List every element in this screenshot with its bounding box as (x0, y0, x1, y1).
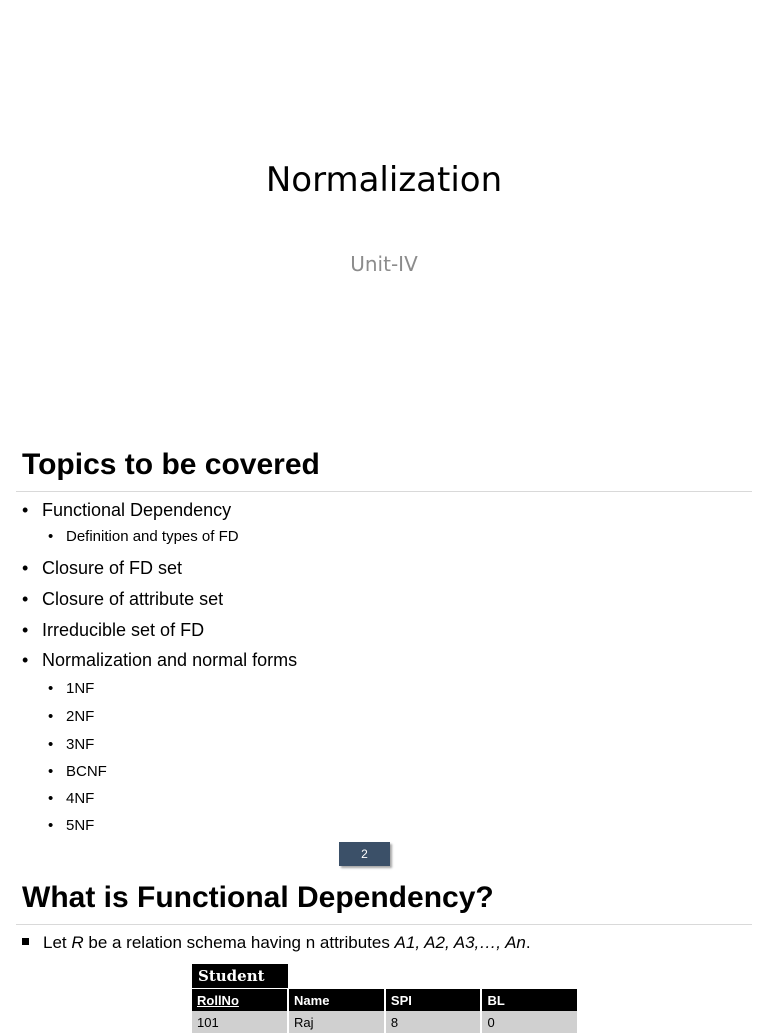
column-header: RollNo (192, 989, 288, 1011)
table-cell: 0 (481, 1011, 577, 1033)
heading-divider (16, 924, 752, 925)
column-header: BL (481, 989, 577, 1011)
table-cell: 8 (385, 1011, 482, 1033)
list-item: • Functional Dependency (22, 500, 297, 528)
list-item: • Irreducible set of FD (22, 620, 297, 650)
fd-heading: What is Functional Dependency? (22, 881, 494, 914)
student-table (192, 989, 577, 1033)
table-cell: Raj (288, 1011, 385, 1033)
square-bullet-icon (22, 938, 29, 945)
column-header: SPI (385, 989, 482, 1011)
list-item: • Normalization and normal forms (22, 650, 297, 680)
definition-bullet: Let R be a relation schema having n attributes A1, A2, A3,…, An. (22, 933, 531, 953)
table-header-row (192, 989, 577, 1011)
table-caption: Student (192, 964, 288, 988)
list-item: • 1NF (22, 680, 297, 708)
page-number-badge: 2 (339, 842, 390, 866)
list-item: • 4NF (22, 790, 297, 817)
topics-heading: Topics to be covered (22, 448, 320, 481)
list-item: • Closure of attribute set (22, 589, 297, 620)
list-item: • Definition and types of FD (22, 528, 297, 558)
topics-list (22, 500, 297, 844)
list-item: • 5NF (22, 817, 297, 844)
title-slide (0, 0, 768, 430)
table-cell: 101 (192, 1011, 288, 1033)
list-item: • BCNF (22, 763, 297, 790)
column-header: Name (288, 989, 385, 1011)
list-item: • Closure of FD set (22, 558, 297, 589)
list-item: • 2NF (22, 708, 297, 736)
slide-subtitle: Unit-IV (350, 252, 418, 276)
list-item: • 3NF (22, 736, 297, 763)
heading-divider (16, 491, 752, 492)
slide-title: Normalization (265, 160, 503, 200)
table-row (192, 1011, 577, 1033)
